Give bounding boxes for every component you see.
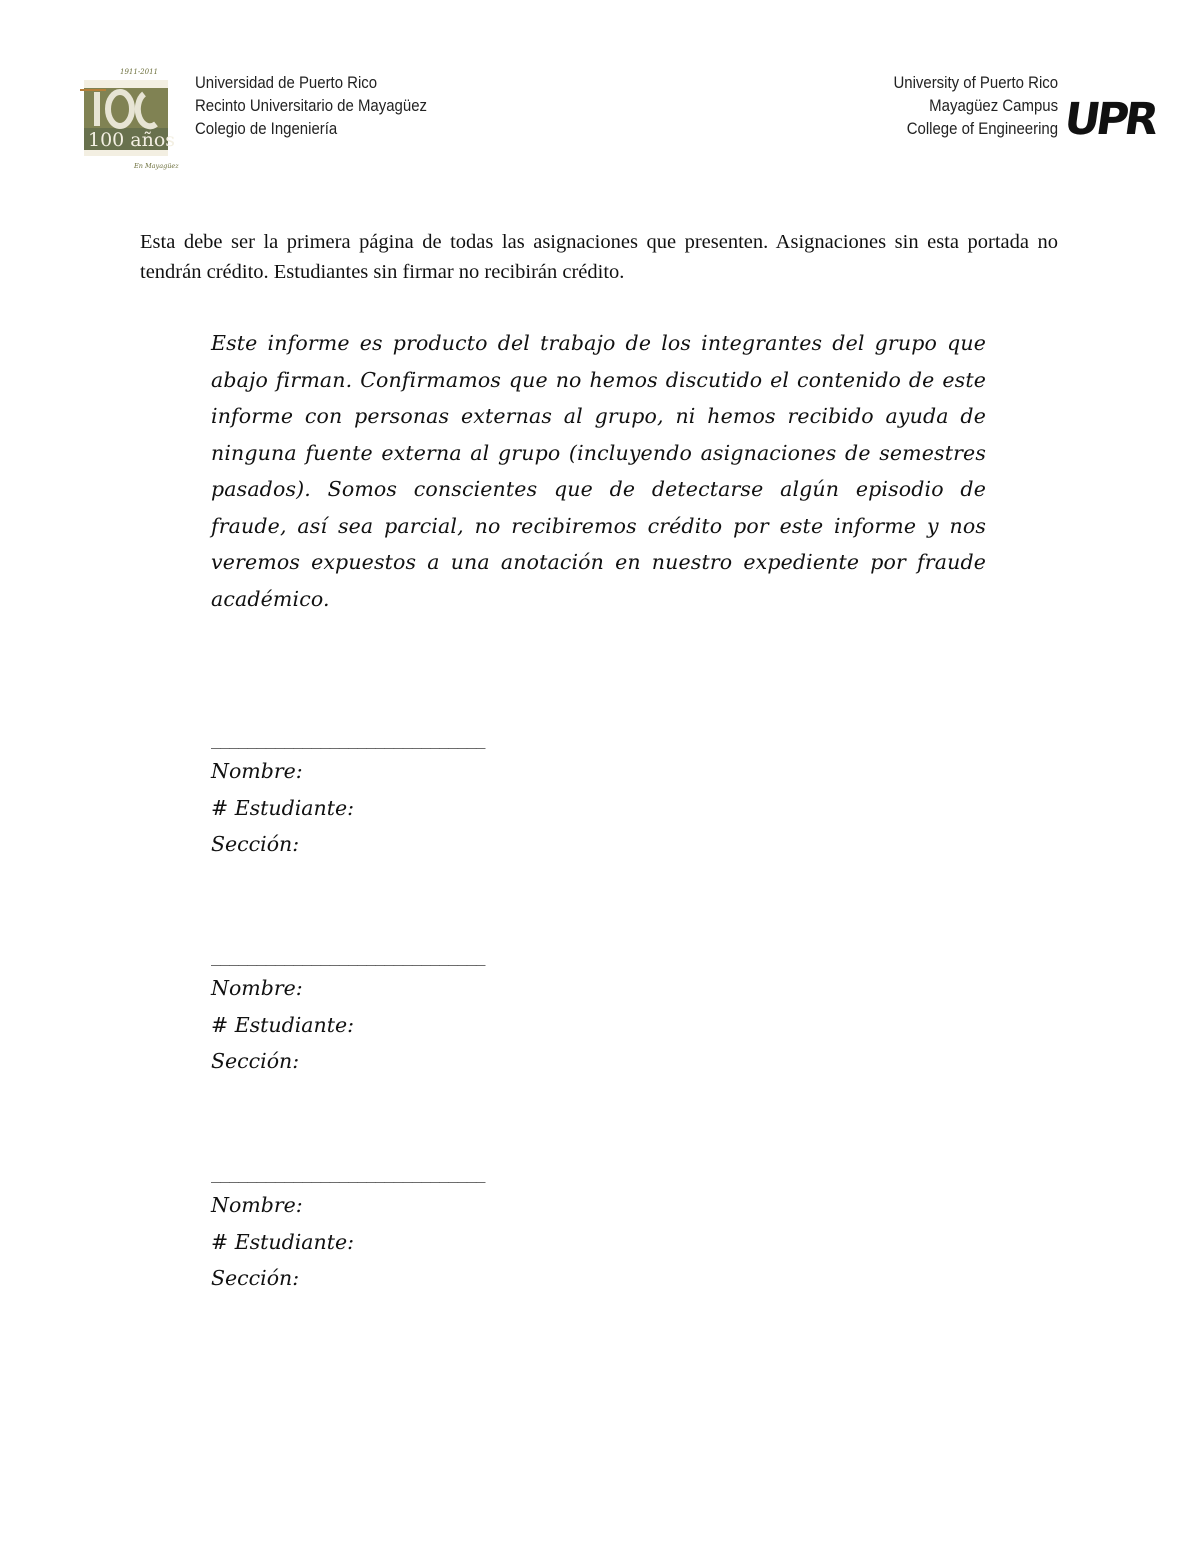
header-left-line: Colegio de Ingeniería (195, 119, 338, 138)
signature-block (211, 1161, 611, 1297)
section-label: Sección: (211, 832, 300, 856)
upr-logo (1061, 82, 1159, 145)
intro-paragraph: Esta debe ser la primera página de todas las asignaciones que presenten. Asignaciones sin esta portada no tendrán crédito. Estudiantes sin firmar no recibirán crédito. (140, 231, 1058, 283)
section-label: Sección: (211, 1049, 300, 1073)
signature-block (211, 944, 611, 1080)
header-right-block (893, 71, 1058, 140)
name-label: Nombre: (211, 759, 303, 783)
name-label: Nombre: (211, 976, 303, 1000)
signature-block (211, 727, 611, 863)
header-right-line: University of Puerto Rico (893, 73, 1058, 92)
svg-text:100 años: 100 años (88, 129, 176, 151)
header-left-line: Recinto Universitario de Mayagüez (195, 96, 427, 115)
centennial-seal-logo (76, 62, 186, 172)
svg-text:1911-2011: 1911-2011 (120, 68, 158, 76)
section-label: Sección: (211, 1266, 300, 1290)
student-number-label: # Estudiante: (211, 1012, 354, 1037)
header-left-line: Universidad de Puerto Rico (195, 73, 378, 92)
student-number-label: # Estudiante: (211, 795, 354, 820)
header-right-line: College of Engineering (906, 119, 1058, 138)
signature-line: ______________________________ (211, 1164, 485, 1183)
name-label: Nombre: (211, 1193, 303, 1217)
header-right-line: Mayagüez Campus (929, 96, 1058, 115)
student-number-label: # Estudiante: (211, 1229, 354, 1254)
svg-text:En Mayagüez: En Mayagüez (134, 162, 179, 170)
honor-statement: Este informe es producto del trabajo de los integrantes del grupo que abajo firman. Confirmamos que no hemos discutido el contenido de este informe con personas externas al grupo, ni hemos recibido ayuda de ninguna fuente externa al grupo (incluyendo asignaciones de semestres pasados). Somos conscientes que de detectarse algún episodio de fraude, así sea parcial, no recibiremos crédito por este informe y nos veremos expuestos a una anotación en nuestro expediente por fraude académico. (211, 331, 986, 611)
header-left-block (195, 71, 427, 140)
signature-line: ______________________________ (211, 947, 485, 966)
signature-line: ______________________________ (211, 730, 485, 749)
svg-text:UPR: UPR (1061, 94, 1159, 145)
